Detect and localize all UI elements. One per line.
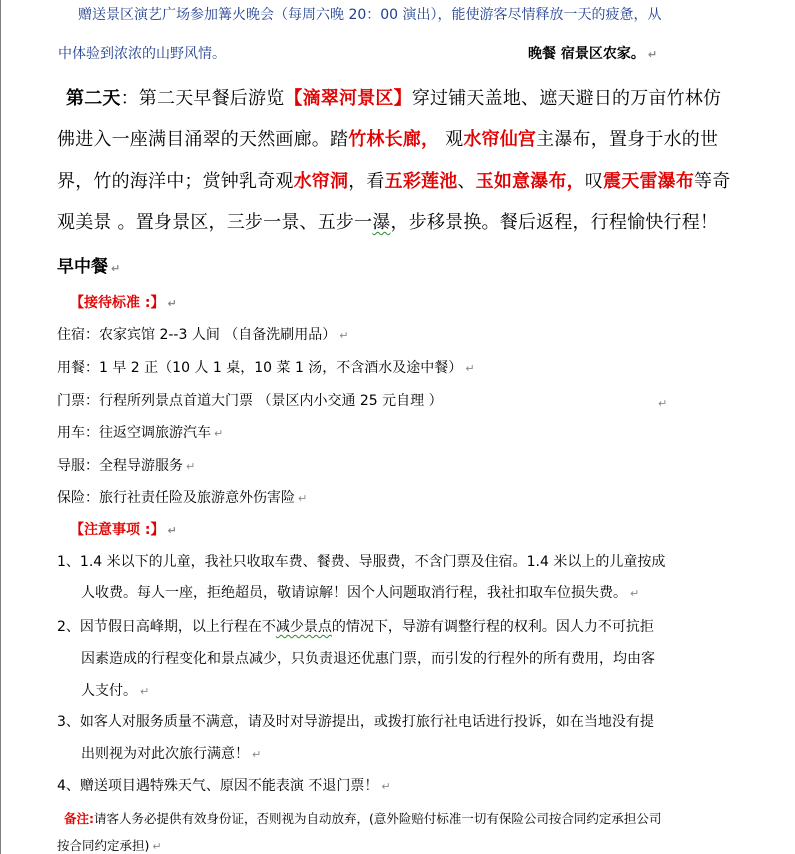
remark-line-1: 备注:请客人务必提供有效身份证，否则视为自动放弃，(意外险赔付标准一切有保险公司按合同约定承担公司	[64, 811, 662, 826]
intro-line-2: 中体验到浓浓的山野风情。	[58, 46, 226, 62]
note-2-line-3: 人支付。 ↵	[81, 683, 150, 699]
note-3-line-1: 3、如客人对服务质量不满意，请及时对导游提出，或拨打旅行社电话进行投诉，如在当地没有提	[57, 714, 654, 730]
standard-tickets: 门票：行程所列景点首道大门票 （景区内小交通 25 元自理 ）	[57, 393, 443, 409]
note-2-line-2: 因素造成的行程变化和景点减少，只负责退还优惠门票，而引发的行程外的所有费用，均由客	[81, 651, 655, 667]
dinner-stay: 晚餐 宿景区农家。 ↵	[528, 46, 658, 62]
note-1-line-1: 1、1.4 米以下的儿童，我社只收取车费、餐费、导服费，不含门票及住宿。1.4 米以上的儿童按成	[57, 554, 666, 570]
remark-label: 备注:	[64, 811, 94, 826]
intro-line-1: 赠送景区演艺广场参加篝火晚会（每周六晚 20：00 演出），能使游客尽情释放一天的疲惫，从	[78, 7, 662, 23]
note-1-line-2: 人收费。每人一座，拒绝超员，敬请谅解！因个人问题取消行程，我社扣取车位损失费。 ↵	[81, 585, 640, 601]
meals-heading: 早中餐 ↵	[57, 257, 121, 277]
day2-line-2: 佛进入一座满目涌翠的天然画廊。踏竹林长廊， 观水帘仙宫主瀑布，置身于水的世	[57, 129, 719, 150]
standard-meals: 用餐：1 早 2 正（10 人 1 桌，10 菜 1 汤，不含酒水及途中餐） ↵	[57, 360, 475, 376]
standard-lodging: 住宿：农家宾馆 2--3 人间 （自备洗刷用品） ↵	[57, 327, 349, 343]
spot-dicui-river: 【滴翠河景区】	[284, 88, 412, 109]
standards-title: 【接待标准 :】 ↵	[70, 295, 177, 311]
note-2-line-1: 2、因节假日高峰期，以上行程在不减少景点的情况下，导游有调整行程的权利。因人力不可抗拒	[57, 619, 654, 635]
standard-guide: 导服：全程导游服务 ↵	[57, 458, 196, 474]
notes-title: 【注意事项 :】 ↵	[70, 522, 177, 538]
note-4: 4、赠送项目遇特殊天气、原因不能表演 不退门票！ ↵	[57, 778, 391, 794]
day2-label: 第二天	[66, 88, 121, 109]
remark-line-2: 按合同约定承担) ↵	[57, 838, 162, 853]
standard-vehicle: 用车：往返空调旅游汽车 ↵	[57, 425, 224, 441]
note-3-line-2: 出则视为对此次旅行满意！ ↵	[81, 746, 262, 762]
day2-line-4: 观美景 。置身景区，三步一景、五步一瀑，步移景换。餐后返程，行程愉快行程！	[57, 212, 719, 233]
day2-line-1: 第二天：第二天早餐后游览【滴翠河景区】穿过铺天盖地、遮天避日的万亩竹林仿	[66, 88, 722, 109]
standard-insurance: 保险：旅行社责任险及旅游意外伤害险 ↵	[57, 490, 308, 506]
page-margin-line	[0, 0, 1, 854]
day2-line-3: 界，竹的海洋中；赏钟乳奇观水帘洞，看五彩莲池、玉如意瀑布，叹震天雷瀑布等奇	[57, 171, 731, 192]
standard-tickets-mark: ↵	[658, 397, 668, 410]
